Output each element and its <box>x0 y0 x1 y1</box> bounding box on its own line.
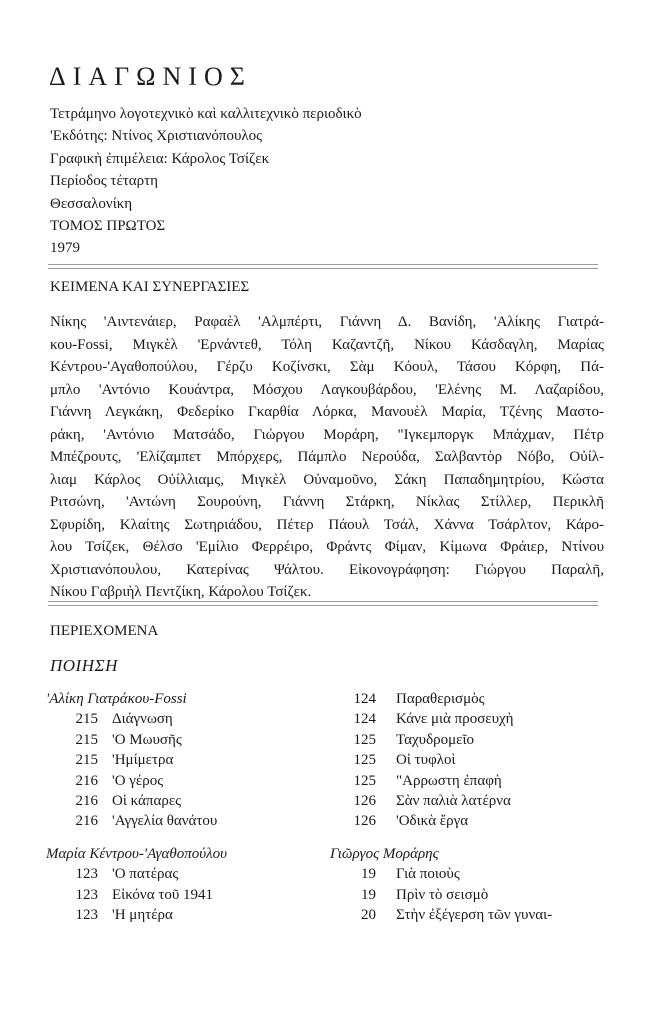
poem-title: Πρὶν τὸ σεισμὸ <box>396 886 489 903</box>
masthead-subtitle: Τετράμηνο λογοτεχνικὸ καὶ καλλιτεχνικὸ περιοδικὸ <box>50 106 362 122</box>
contents-entry <box>46 750 316 770</box>
contents-entry <box>46 905 316 925</box>
contents-entry <box>46 864 316 884</box>
contributors-line: Χριστιανόπουλου, Κατερίνας Ψάλτου. Εἰκονογράφηση: Γιώργου Παραλῆ, <box>50 561 604 578</box>
contents-entry <box>330 791 620 811</box>
contributors-line: λου Τσίζεκ, Θέλσο 'Εμίλιο Φερρέιρο, Φράντς Φίμαν, Κίμωνα Φράιερ, Ντίνου <box>50 539 604 555</box>
contributors-line: κου-Fossi, Μιγκὲλ 'Ερνάντεθ, Τόλη Καζαντζῆ, Νίκου Κάσδαγλη, Μαρίας <box>50 336 604 353</box>
contributors-line: Νίκης 'Αιντενάιερ, Ραφαὲλ 'Αλμπέρτι, Γιάννη Δ. Βανίδη, 'Αλίκης Γιατρά- <box>50 314 604 330</box>
page-number: 216 <box>75 772 98 789</box>
journal-title: ΔΙΑΓΩΝΙΟΣ <box>49 62 252 91</box>
poem-title: Κάνε μιὰ προσευχὴ <box>396 711 514 728</box>
contributors-line: Ριτσώνη, 'Αντώνη Σουρούνη, Γιάννη Στάρκη, Νίκλας Στίλλερ, Περικλῆ <box>50 494 604 510</box>
poem-title: 'Ο Μωυσῆς <box>112 731 182 748</box>
poem-title: Οἱ τυφλοὶ <box>396 752 456 769</box>
page-number: 124 <box>353 711 376 728</box>
contents-entry <box>46 791 316 811</box>
contents-entry <box>330 730 620 750</box>
contents-entry <box>330 709 620 729</box>
contributors-line: μπλο 'Αντόνιο Κουάντρα, Μόσχου Λαγκουβάρδου, 'Ελένης Μ. Λαζαρίδου, <box>50 381 604 398</box>
page-number: 123 <box>75 886 98 903</box>
poem-title: Γιὰ ποιοὺς <box>396 866 460 883</box>
page-number: 125 <box>353 731 376 748</box>
masthead-city: Θεσσαλονίκη <box>50 195 133 212</box>
masthead-period: Περίοδος τέταρτη <box>50 173 158 190</box>
contents-entry <box>330 750 620 770</box>
page-number: 216 <box>75 813 98 830</box>
page-number: 126 <box>353 813 376 830</box>
page-number: 124 <box>353 691 376 707</box>
contents-left-column <box>46 689 316 925</box>
contributors-line: Κέντρου-'Αγαθοπούλου, Γέρζυ Κοζίνσκι, Σὰμ Κόουλ, Τάσου Κόρφη, Πά- <box>50 359 604 375</box>
masthead-publisher: 'Εκδότης: Ντίνος Χριστιανόπουλος <box>50 128 263 145</box>
masthead <box>50 103 362 260</box>
page-number: 20 <box>361 906 376 923</box>
poem-title: Σὰν παλιὰ λατέρνα <box>396 792 511 809</box>
contents-entry <box>330 905 620 925</box>
poem-title: Παραθερισμὸς <box>396 691 485 707</box>
masthead-year: 1979 <box>50 240 80 257</box>
author-name: 'Αλίκη Γιατράκου-Fossi <box>46 691 187 707</box>
author-name: Μαρία Κέντρου-'Αγαθοπούλου <box>46 845 228 862</box>
contents-entry <box>330 864 620 884</box>
poem-title: Εἰκόνα τοῦ 1941 <box>112 886 214 903</box>
page-number: 216 <box>75 792 98 809</box>
page-number: 123 <box>75 906 98 923</box>
poem-title: Ταχυδρομεῖο <box>396 731 475 748</box>
poetry-section-heading: ΠΟΙΗΣΗ <box>50 656 118 675</box>
poem-title: 'Οδικὰ ἔργα <box>396 813 469 830</box>
contributors-paragraph <box>50 311 604 604</box>
divider-rule <box>48 601 598 606</box>
poem-title: 'Ο γέρος <box>112 772 164 789</box>
contents-entry <box>330 771 620 791</box>
contributors-line: Γιάννη Λεγκάκη, Φεδερίκο Γκαρθία Λόρκα, Μανουὲλ Μαρία, Τζένης Μαστο- <box>50 404 604 420</box>
contents-entry <box>46 771 316 791</box>
spacer <box>46 832 316 844</box>
masthead-volume: ΤΟΜΟΣ ΠΡΩΤΟΣ <box>50 217 166 234</box>
page-number: 19 <box>361 886 376 903</box>
poem-title: Διάγνωση <box>112 711 173 728</box>
contents-entry <box>330 689 620 709</box>
page-number: 215 <box>75 752 98 769</box>
contents-entry <box>330 885 620 905</box>
poem-title: 'Ημίμετρα <box>112 752 174 769</box>
contributors-line: Σφυρίδη, Κλαίτης Σωτηριάδου, Πέτερ Πάουλ Τσάλ, Χάννα Τσάρλτον, Κάρο- <box>50 516 604 533</box>
page-number: 125 <box>353 772 376 789</box>
poem-title: Οἱ κάπαρες <box>112 792 182 809</box>
contents-entry <box>46 709 316 729</box>
page-number: 215 <box>75 711 98 728</box>
contributions-heading: ΚΕΙΜΕΝΑ ΚΑΙ ΣΥΝΕΡΓΑΣΙΕΣ <box>50 279 250 295</box>
spacer <box>330 832 620 844</box>
poem-title: Στὴν ἐξέγερση τῶν γυναι- <box>396 906 553 923</box>
poem-title: 'Ο πατέρας <box>112 866 179 883</box>
contributors-line: ράκη, 'Αντόνιο Ματσάδο, Γιώργου Μοράρη, "Ιγκεμποργκ Μπάχμαν, Πέτρ <box>50 426 604 443</box>
masthead-design: Γραφικὴ ἐπιμέλεια: Κάρολος Τσίζεκ <box>50 150 270 167</box>
poem-title: 'Αγγελία θανάτου <box>112 813 218 830</box>
contents-right-column <box>330 689 620 925</box>
contributors-line: λιαμ Κάρλος Οὐίλλιαμς, Μιγκὲλ Οὐναμοῦνο, Σάκη Παπαδημητρίου, Κώστα <box>50 471 604 488</box>
page-number: 19 <box>361 866 376 883</box>
contributors-line: Μπέζρουτς, 'Ελίζαμπετ Μπόρχερς, Πάμπλο Νερούδα, Σαλβαντὸρ Νόβο, Οὐίλ- <box>50 449 604 465</box>
page-number: 125 <box>353 752 376 769</box>
author-name: Γιῶργος Μοράρης <box>330 845 439 862</box>
contents-entry <box>46 811 316 831</box>
poem-title: 'Η μητέρα <box>112 906 173 923</box>
contents-entry <box>46 885 316 905</box>
divider-rule <box>48 264 598 269</box>
contents-entry <box>330 811 620 831</box>
poem-title: "Αρρωστη ἐπαφὴ <box>396 772 502 789</box>
contents-heading: ΠΕΡΙΕΧΟΜΕΝΑ <box>50 623 159 639</box>
page-number: 215 <box>75 731 98 748</box>
page-number: 123 <box>75 866 98 883</box>
contributors-line: Νίκου Γαβριὴλ Πεντζίκη, Κάρολου Τσίζεκ. <box>50 584 312 600</box>
page-number: 126 <box>353 792 376 809</box>
contents-entry <box>46 730 316 750</box>
